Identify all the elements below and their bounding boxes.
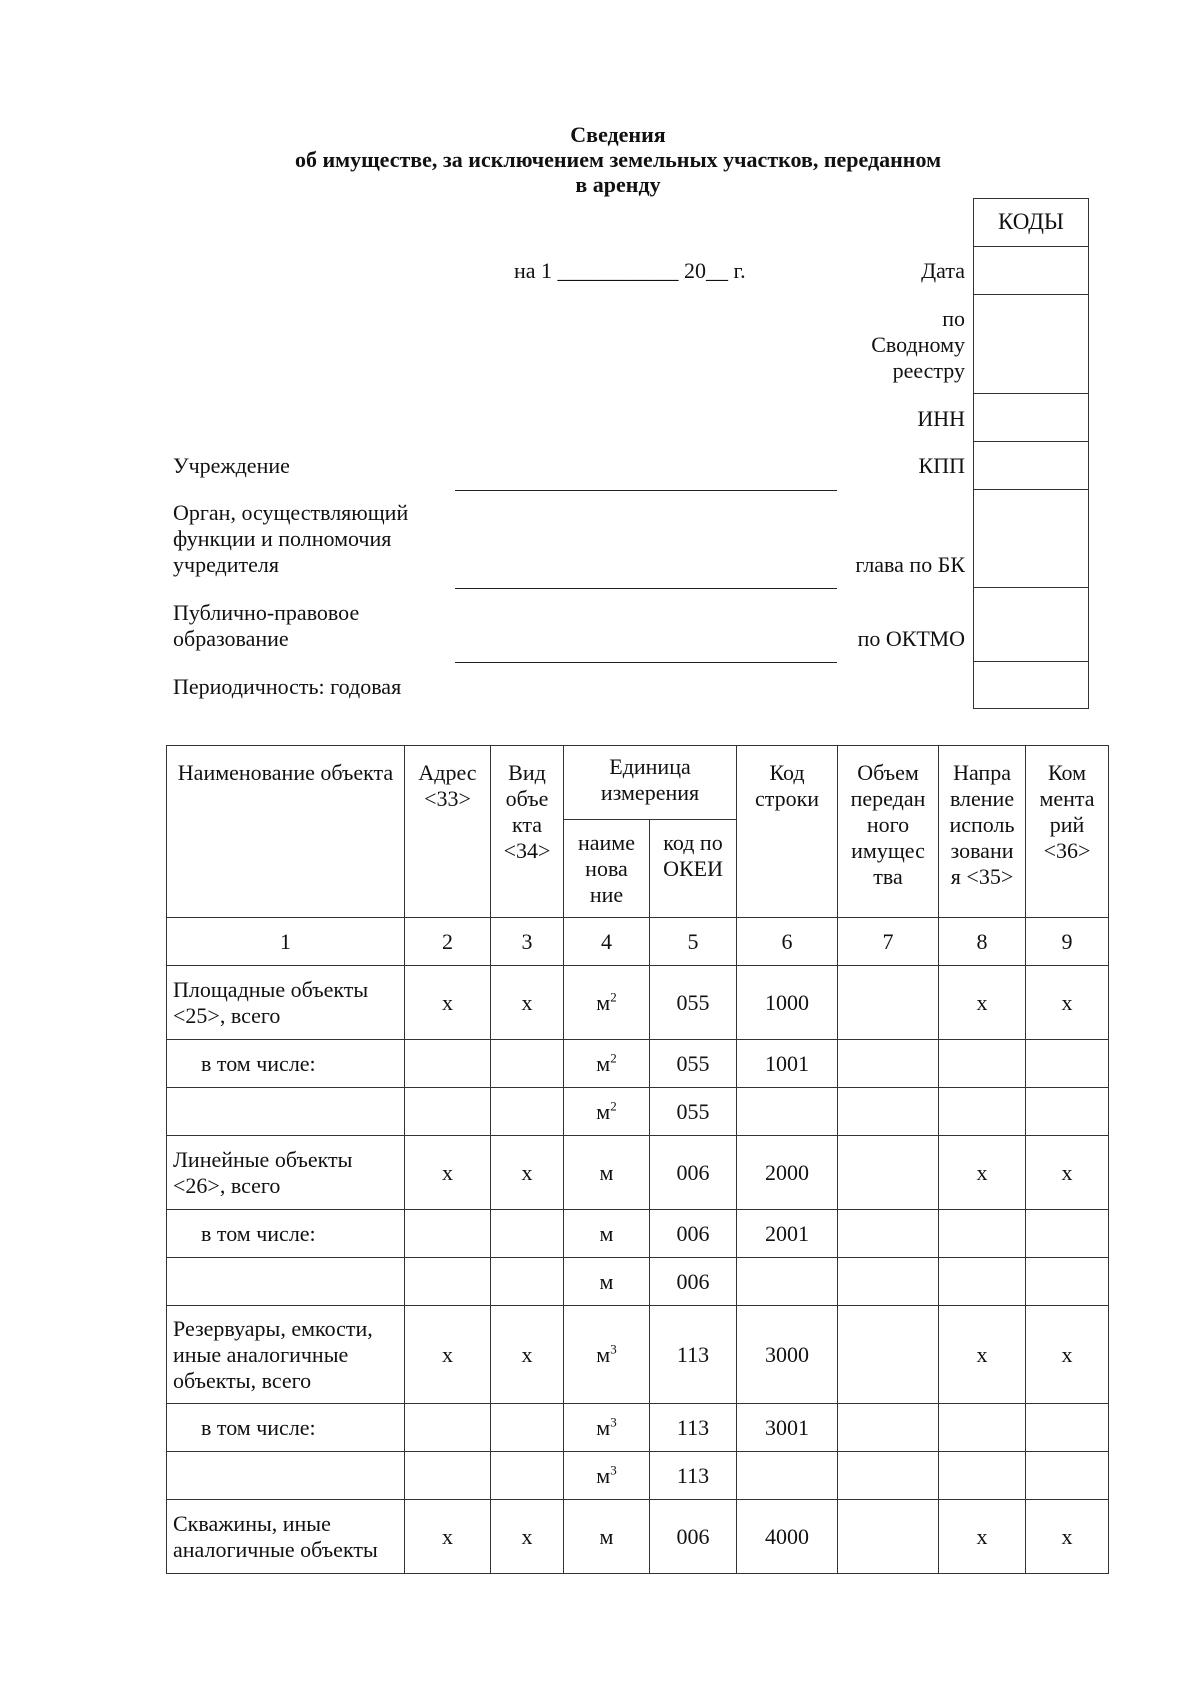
cell-unit	[564, 1210, 650, 1258]
cell-comment	[1026, 1306, 1109, 1404]
cell-comment	[1026, 966, 1109, 1040]
cell-address-text: x	[442, 1159, 453, 1185]
column-number-8: 8	[939, 918, 1026, 966]
table-row	[167, 1258, 1109, 1306]
cell-volume[interactable]	[838, 966, 939, 1040]
cell-direction-text: x	[976, 989, 988, 1015]
cell-address[interactable]	[405, 1258, 491, 1306]
cell-direction-text: x	[976, 1523, 988, 1549]
cell-unit-text: м	[596, 1462, 611, 1488]
cell-code-text: 2001	[765, 1220, 810, 1246]
cell-code-text: 3001	[765, 1414, 810, 1440]
cell-type[interactable]	[491, 1258, 564, 1306]
cell-comment-text: x	[1061, 1159, 1073, 1185]
cell-unit-text: м	[596, 989, 611, 1015]
cell-volume[interactable]	[838, 1452, 939, 1500]
cell-code	[737, 1306, 838, 1404]
cell-okei-text: 055	[676, 989, 710, 1015]
cell-name-text: в том числе:	[201, 1050, 316, 1076]
cell-address[interactable]	[405, 1452, 491, 1500]
public-entity-label	[173, 600, 359, 652]
founder-label-line-3: учредителя	[173, 552, 279, 577]
bk-code-field[interactable]	[974, 489, 1088, 587]
cell-comment-text: x	[1061, 1523, 1073, 1549]
cell-type-text: x	[521, 1159, 533, 1185]
cell-direction	[939, 966, 1026, 1040]
kpp-code-field[interactable]	[974, 441, 1088, 489]
cell-okei	[650, 1306, 737, 1404]
cell-type[interactable]	[491, 1088, 564, 1136]
cell-volume[interactable]	[838, 1306, 939, 1404]
date-label: Дата	[921, 258, 965, 283]
institution-label: Учреждение	[173, 453, 290, 478]
cell-code	[737, 1040, 838, 1088]
cell-okei	[650, 1452, 737, 1500]
cell-name[interactable]	[167, 1088, 405, 1136]
cell-type[interactable]	[491, 1404, 564, 1452]
cell-code-text: 1000	[765, 989, 810, 1015]
table-row	[167, 1452, 1109, 1500]
cell-type	[491, 1136, 564, 1210]
oktmo-code-field[interactable]	[974, 587, 1088, 661]
cell-comment-text: x	[1061, 1341, 1073, 1367]
cell-name	[167, 1500, 405, 1574]
cell-type-text: x	[521, 989, 533, 1015]
cell-type[interactable]	[491, 1452, 564, 1500]
kpp-label: КПП	[918, 453, 965, 478]
unit-exponent: 2	[610, 1098, 617, 1114]
inn-code-field[interactable]	[974, 393, 1088, 441]
cell-okei	[650, 1136, 737, 1210]
cell-okei-text: 113	[676, 1414, 710, 1440]
cell-name	[167, 1040, 405, 1088]
cell-okei	[650, 1258, 737, 1306]
cell-unit	[564, 1088, 650, 1136]
table-row	[167, 1040, 1109, 1088]
codes-heading: КОДЫ	[998, 209, 1064, 234]
unit-exponent: 3	[610, 1462, 617, 1478]
cell-comment	[1026, 1500, 1109, 1574]
cell-address	[405, 966, 491, 1040]
cell-comment[interactable]	[1026, 1040, 1109, 1088]
cell-okei-text: 006	[676, 1523, 710, 1549]
cell-okei	[650, 1404, 737, 1452]
cell-name-text: Площадные объекты <25>, всего	[173, 976, 369, 1028]
cell-unit-text: м	[599, 1268, 614, 1294]
cell-direction[interactable]	[939, 1404, 1026, 1452]
column-number-4: 4	[564, 918, 650, 966]
document-title	[0, 122, 1200, 197]
cell-type[interactable]	[491, 1210, 564, 1258]
cell-unit	[564, 1500, 650, 1574]
inn-label: ИНН	[917, 406, 965, 431]
cell-comment[interactable]	[1026, 1404, 1109, 1452]
cell-type-text: x	[521, 1523, 533, 1549]
report-date-line: на 1 ___________ 20__ г.	[514, 258, 746, 283]
cell-name-text: в том числе:	[201, 1414, 316, 1440]
column-number-6: 6	[737, 918, 838, 966]
title-line-3: в аренду	[575, 172, 661, 197]
cell-direction[interactable]	[939, 1040, 1026, 1088]
public-entity-label-line-2: образование	[173, 626, 289, 651]
periodicity-label: Периодичность: годовая	[173, 674, 402, 699]
cell-unit-text: м	[596, 1050, 611, 1076]
cell-direction-text: x	[976, 1159, 988, 1185]
cell-comment[interactable]	[1026, 1258, 1109, 1306]
cell-address-text: x	[442, 1523, 453, 1549]
header-volume: Объем передан ного имущес тва	[838, 746, 939, 918]
unit-exponent: 3	[610, 1341, 617, 1357]
header-direction: Напра вление исполь зовани я <35>	[939, 746, 1026, 918]
cell-name	[167, 1210, 405, 1258]
cell-unit	[564, 966, 650, 1040]
property-table	[166, 745, 1109, 1574]
registry-label	[871, 306, 965, 384]
cell-code-text: 2000	[765, 1159, 810, 1185]
registry-label-line-3: реестру	[892, 358, 965, 383]
title-line-2: об имуществе, за исключением земельных участков, переданном	[294, 147, 942, 172]
cell-name	[167, 1306, 405, 1404]
header-comment: Ком мента рий <36>	[1026, 746, 1109, 918]
table-row	[167, 966, 1109, 1040]
cell-unit-text: м	[596, 1414, 611, 1440]
cell-address-text: x	[442, 1341, 453, 1367]
cell-comment[interactable]	[1026, 1452, 1109, 1500]
cell-okei	[650, 1040, 737, 1088]
cell-address[interactable]	[405, 1088, 491, 1136]
cell-unit	[564, 1452, 650, 1500]
cell-address	[405, 1306, 491, 1404]
cell-comment[interactable]	[1026, 1088, 1109, 1136]
cell-direction	[939, 1306, 1026, 1404]
header-type: Вид объе кта <34>	[491, 746, 564, 918]
cell-comment	[1026, 1136, 1109, 1210]
cell-okei	[650, 1088, 737, 1136]
cell-code[interactable]	[737, 1258, 838, 1306]
unit-exponent: 2	[610, 1050, 617, 1066]
cell-type[interactable]	[491, 1040, 564, 1088]
cell-unit-text: м	[596, 1341, 611, 1367]
cell-type-text: x	[521, 1341, 533, 1367]
cell-code	[737, 1210, 838, 1258]
header-name: Наименование объекта	[167, 746, 405, 918]
cell-okei-text: 006	[676, 1268, 710, 1294]
cell-unit-text: м	[599, 1220, 614, 1246]
cell-address-text: x	[442, 989, 453, 1015]
cell-name-text: в том числе:	[201, 1220, 316, 1246]
cell-name[interactable]	[167, 1452, 405, 1500]
unit-exponent: 2	[610, 989, 617, 1005]
cell-unit	[564, 1136, 650, 1210]
column-number-7: 7	[838, 918, 939, 966]
cell-name-text: Линейные объекты <26>, всего	[173, 1146, 353, 1198]
bk-label: глава по БК	[855, 552, 965, 577]
registry-label-line-2: Сводному	[871, 332, 965, 357]
cell-code	[737, 1404, 838, 1452]
table-row	[167, 1306, 1109, 1404]
cell-name	[167, 1136, 405, 1210]
header-address: Адрес <33>	[405, 746, 491, 918]
cell-code	[737, 1500, 838, 1574]
cell-unit	[564, 1306, 650, 1404]
oktmo-label: по ОКТМО	[857, 626, 965, 651]
cell-okei-text: 113	[676, 1462, 710, 1488]
table-row	[167, 1088, 1109, 1136]
cell-volume[interactable]	[838, 1088, 939, 1136]
cell-address[interactable]	[405, 1210, 491, 1258]
cell-unit	[564, 1404, 650, 1452]
cell-address[interactable]	[405, 1404, 491, 1452]
cell-type	[491, 966, 564, 1040]
cell-direction[interactable]	[939, 1210, 1026, 1258]
cell-comment-text: x	[1061, 989, 1073, 1015]
header-unit-name: наиме нова ние	[564, 820, 650, 918]
table-row	[167, 1404, 1109, 1452]
table-row	[167, 1500, 1109, 1574]
header-line-code: Код строки	[737, 746, 838, 918]
registry-code-field[interactable]	[974, 294, 1088, 393]
cell-volume[interactable]	[838, 1040, 939, 1088]
cell-direction[interactable]	[939, 1258, 1026, 1306]
cell-okei	[650, 1500, 737, 1574]
unit-exponent: 3	[610, 1414, 617, 1430]
public-entity-label-line-1: Публично-правовое	[173, 600, 360, 625]
cell-okei	[650, 1210, 737, 1258]
table-row	[167, 1136, 1109, 1210]
cell-unit	[564, 1258, 650, 1306]
cell-okei	[650, 966, 737, 1040]
cell-address[interactable]	[405, 1040, 491, 1088]
cell-name[interactable]	[167, 1258, 405, 1306]
cell-direction	[939, 1500, 1026, 1574]
cell-code	[737, 1136, 838, 1210]
cell-volume[interactable]	[838, 1210, 939, 1258]
cell-okei-text: 006	[676, 1159, 710, 1185]
cell-unit-text: м	[596, 1098, 611, 1124]
cell-unit-text: м	[599, 1159, 614, 1185]
cell-okei-text: 055	[676, 1050, 710, 1076]
registry-label-line-1: по	[942, 306, 965, 331]
cell-okei-text: 055	[676, 1098, 710, 1124]
cell-code	[737, 966, 838, 1040]
cell-name-text: Скважины, иные аналогичные объекты	[173, 1510, 378, 1562]
founder-label-line-1: Орган, осуществляющий	[173, 500, 409, 525]
header-unit: Единица измерения	[564, 746, 737, 820]
cell-code-text: 1001	[765, 1050, 810, 1076]
founder-field-line[interactable]	[455, 588, 837, 589]
cell-unit	[564, 1040, 650, 1088]
cell-direction-text: x	[976, 1341, 988, 1367]
cell-volume[interactable]	[838, 1136, 939, 1210]
cell-code-text: 4000	[765, 1523, 810, 1549]
column-number-2: 2	[405, 918, 491, 966]
founder-label	[173, 500, 408, 578]
public-entity-field-line[interactable]	[455, 662, 837, 663]
column-number-9: 9	[1026, 918, 1109, 966]
cell-volume[interactable]	[838, 1404, 939, 1452]
cell-unit-text: м	[599, 1523, 614, 1549]
cell-okei-text: 006	[676, 1220, 710, 1246]
title-line-1: Сведения	[570, 122, 666, 147]
cell-direction[interactable]	[939, 1088, 1026, 1136]
column-number-3: 3	[491, 918, 564, 966]
codes-box	[973, 198, 1089, 709]
cell-code[interactable]	[737, 1088, 838, 1136]
cell-name-text: Резервуары, емкости, иные аналогичные объекты, всего	[173, 1315, 373, 1393]
column-number-row	[167, 918, 1109, 966]
institution-field-line[interactable]	[455, 490, 837, 491]
cell-type	[491, 1500, 564, 1574]
cell-address	[405, 1136, 491, 1210]
cell-volume[interactable]	[838, 1258, 939, 1306]
header-unit-code: код по ОКЕИ	[650, 820, 737, 918]
cell-code[interactable]	[737, 1452, 838, 1500]
cell-okei-text: 113	[676, 1341, 710, 1367]
cell-comment[interactable]	[1026, 1210, 1109, 1258]
founder-label-line-2: функции и полномочия	[173, 526, 392, 551]
date-code-field[interactable]	[974, 246, 1088, 294]
cell-volume[interactable]	[838, 1500, 939, 1574]
column-number-5: 5	[650, 918, 737, 966]
cell-code-text: 3000	[765, 1341, 810, 1367]
table-row	[167, 1210, 1109, 1258]
cell-type	[491, 1306, 564, 1404]
cell-address	[405, 1500, 491, 1574]
cell-direction[interactable]	[939, 1452, 1026, 1500]
column-number-1: 1	[167, 918, 405, 966]
cell-name	[167, 1404, 405, 1452]
cell-direction	[939, 1136, 1026, 1210]
periodicity-code-field[interactable]	[974, 661, 1088, 708]
table-body	[167, 918, 1109, 1574]
cell-name	[167, 966, 405, 1040]
